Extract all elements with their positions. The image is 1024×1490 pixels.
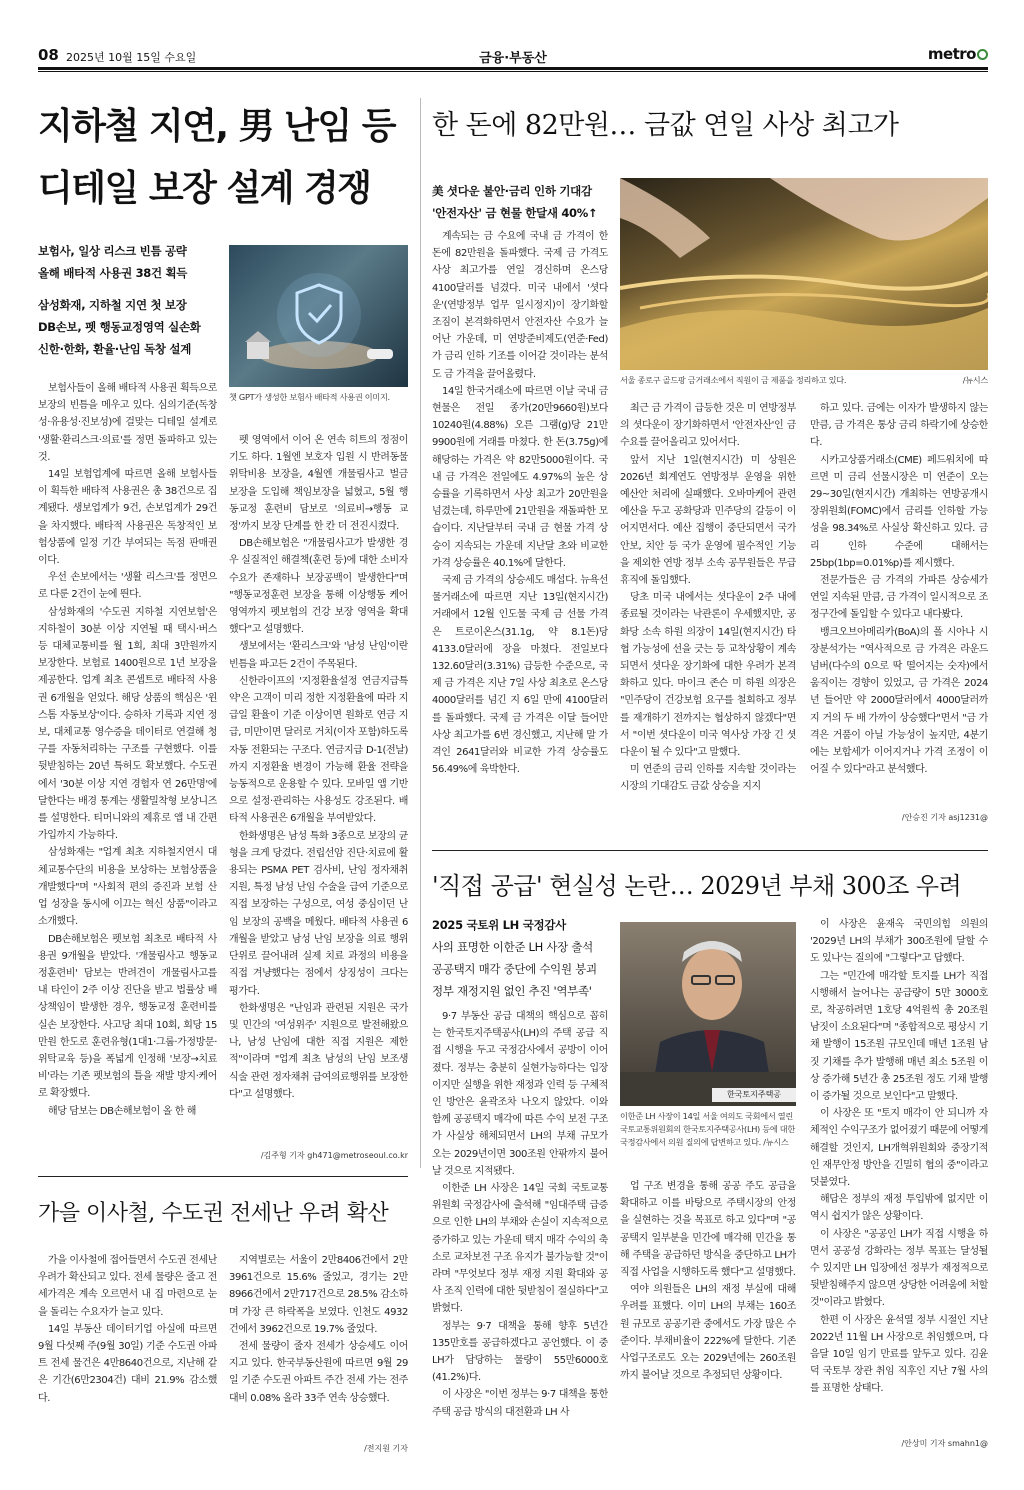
gold-photo — [620, 178, 988, 370]
issue-date: 2025년 10월 15일 수요일 — [66, 51, 197, 64]
section-name: 금융·부동산 — [479, 51, 547, 66]
article3-column-3: 이 사장은 윤재옥 국민의힘 의원의 '2029년 LH의 부채가 300조원에 달할 수도 있나'는 질의에 "그렇다"고 답했다. 그는 "민간에 매각할 토지를 LH가 직접 시행해서 늘어나는 공급량이 5만 3000호로, 착공하려면 1호당 4억원씩 총 20조원 남짓이 소요된다"며 "종합적으로 평상시 기채 발행이 15조원 규모인데 매년 1조원 남짓 기채를 추가 발행해 매년 최소 5조원 이상 증가해 5년간 총 25조원 정도 기채 발행이 증가될 것으로 보인다"고 말했다. 이 사장은 또 "토지 매각이 안 되니까 자체적인 수익구조가 없어졌기 때문에 어떻게 해결할 것인지, LH개혁위원회와 중장기적인 재무안정 방안을 긴밀히 협의 중"이라고 덧붙였다. 해답은 정부의 재정 투입밖에 없지만 이 역시 쉽지가 않은 상황이다. 이 사장은 "공공인 LH가 직접 시행을 하면서 공공성 강화라는 정부 목표는 달성될 수 있지만 LH 입장에선 정부가 재정적으로 뒷받침해주지 않으면 상당한 어려움에 처할 것"이라고 밝혔다. 한편 이 사장은 윤석열 정부 시절인 지난 2022년 11월 LH 사장으로 취임했으며, 다음달 10일 임기 만료를 앞두고 있다. 김윤덕 국토부 장관 취임 직후인 지난 7월 사의를 표명한 상태다. — [810, 919, 988, 1395]
article3-sub-4: 정부 재정지원 없인 추진 '역부족' — [432, 984, 592, 998]
gold-photo-credit: /뉴시스 — [962, 375, 988, 385]
header-rule-thin — [38, 71, 988, 72]
article2-column-3: 하고 있다. 금에는 이자가 발생하지 않는 만큼, 금 가격은 통상 금리 하락기에 상승한다. 시카고상품거래소(CME) 페드워치에 따르면 미 금리 선물시장은 미 연준이 오는 29~30일(현지시간) 개최하는 연방공개시장위원회(FOMC)에서 금리를 인하할 가능성을 98.34%로 사실상 확신하고 있다. 금리 인하 수준에 대해서는 25bp(1bp=0.01%p)를 제시했다. 전문가들은 금 가격의 가파른 상승세가 연일 지속된 만큼, 금 가격이 일시적으로 조정구간에 돌입할 수 있다고 내다봤다. 뱅크오브아메리카(BoA)의 폴 시아나 시장분석가는 "역사적으로 금 가격은 라운드 넘버(다수의 0으로 딱 떨어지는 숫자)에서 움직이는 경향이 있었고, 금 가격은 2024년 들어만 약 2000달러에서 4000달러까지 거의 두 배 가까이 상승했다"면서 "금 가격은 거품이 아닐 가능성이 높지만, 4분기에는 보합세가 이어지거나 가격 조정이 이어질 수 있다"라고 분석했다. — [810, 403, 988, 776]
article1-byline: /김주형 기자 gh471@metroseoul.co.kr — [260, 1151, 408, 1160]
newspaper-logo: metro — [928, 45, 988, 63]
article3-sub-3: 공공택지 매각 중단에 수익원 붕괴 — [432, 962, 597, 976]
article4-column-1: 가을 이사철에 접어들면서 수도권 전세난 우려가 확산되고 있다. 전세 물량은 줄고 전세가격은 계속 오르면서 내 집 마련으로 눈을 돌리는 수요자가 늘고 있다. 14일 부동산 데이터기업 아실에 따르면 9월 다섯째 주(9월 30일) 기준 수도권 아파트 전세 물건은 4만8640건으로, 지난해 같은 기간(6만2304건) 대비 21.9% 감소했다. — [38, 1255, 217, 1404]
article1-sub-2: 올해 배타적 사용권 38건 획득 — [38, 266, 188, 280]
insurance-photo-caption: 챗 GPT가 생성한 보험사 배타적 사용권 이미지. — [229, 392, 390, 402]
article3-byline: /안상미 기자 smahn1@ — [901, 1439, 988, 1448]
article3-sub-1: 2025 국토위 LH 국정감사 — [432, 918, 566, 932]
article4-top-rule — [38, 1176, 408, 1177]
article3-headline: '직접 공급' 현실성 논란… 2029년 부채 300조 우려 — [432, 872, 962, 900]
logo-mark-icon — [977, 49, 988, 60]
article3-column-2: 업 구조 변경을 통해 공공 주도 공급을 확대하고 이를 바탕으로 주택시장의 안정을 실현하는 것을 목표로 하고 있다"며 "공공택지 일부분을 민간에 매각해 민간을 통해 주택을 공급하던 방식을 중단하고 LH가 직접 사업을 시행하도록 했다"고 설명했다. 여야 의원들은 LH의 재정 부실에 대해 우려를 표했다. 이미 LH의 부채는 160조원 규모로 공공기관 중에서도 가장 많은 수준이다. 부채비율이 222%에 달한다. 기존 사업구조로도 오는 2029년에는 260조원까지 불어날 것으로 추정되던 상황이다. — [620, 1181, 796, 1382]
lh-ceo-photo-caption: 이한준 LH 사장이 14일 서울 여의도 국회에서 열린 국토교통위원회의 한국토지주택공사(LH) 등에 대한 국정감사에서 의원 질의에 답변하고 있다. /뉴시스 — [620, 1111, 795, 1147]
article2-sub-1: 美 셧다운 불안·금리 인하 기대감 — [432, 184, 592, 198]
article3-column-1: 9·7 부동산 공급 대책의 핵심으로 꼽히는 한국토지주택공사(LH)의 주택 공급 직접 시행을 두고 국정감사에서 공방이 이어졌다. 정부는 충분히 실현가능하다는 입장이지만 실행을 위한 재정과 인력 등 구체적인 방안은 윤곽조차 나오지 않았다. 이와 함께 공공택지 매각에 따른 수익 보전 구조가 사실상 해체되면서 LH의 부채 규모가 오는 2029년이면 300조원 안팎까지 불어날 것으로 지적됐다. 이한준 LH 사장은 14일 국회 국토교통위원회 국정감사에 출석해 "임대주택 급증으로 인한 LH의 부채와 손실이 지속적으로 증가하고 있는 가운데 택지 매각 수익의 축소로 교차보전 구조 유지가 불가능할 것"이라며 "무엇보다 정부 재정 지원 확대와 공사 조직 인력에 대한 뒷받침이 절실하다"고 밝혔다. 정부는 9·7 대책을 통해 향후 5년간 135만호를 공급하겠다고 공언했다. 이 중 LH가 담당하는 물량이 55만6000호(41.2%)다. 이 사장은 "이번 정부는 9·7 대책을 통한 주택 공급 방식의 대전환과 LH 사 — [432, 1011, 608, 1418]
article4-byline: /전지원 기자 — [364, 1444, 408, 1453]
lh-ceo-photo — [620, 922, 796, 1106]
article4-headline: 가을 이사철, 수도권 전세난 우려 확산 — [38, 1201, 389, 1226]
article2-sub-2: '안전자산' 금 현물 한달새 40%↑ — [432, 206, 598, 220]
article2-bottom-rule — [432, 850, 988, 851]
article1-headline-2: 디테일 보장 설계 경쟁 — [38, 168, 371, 209]
gold-photo-caption: 서울 종로구 골드팡 금거래소에서 직원이 금 제품을 정리하고 있다. — [620, 375, 847, 385]
article1-sub-4: DB손보, 펫 행동교정영역 실손화 — [38, 320, 201, 334]
article1-column-2: 펫 영역에서 이어 온 연속 히트의 정점이기도 하다. 1월엔 보호자 입원 시 반려동물 위탁비용 보장을, 4월엔 개물림사고 벌금 보장을 도입해 책임보장을 넓혔고, 5월 행동교정 훈련비 담보로 '의료비→행동 교정'까지 보장 단계를 한 칸 더 전진시켰다. DB손해보험은 "개물림사고가 발생한 경우 실질적인 해결책(훈련 등)에 대한 소비자 수요가 존재하나 보장공백이 발생한다"며 "행동교정훈련 보장을 통해 이상행동 케어 영역까지 펫보험의 건강 보장 영역을 확대했다"고 설명했다. 생보에서는 '환리스크'와 '남성 난임'이란 빈틈을 파고든 2건이 주목된다. 신한라이프의 '지정환율설정 연금지급특약'은 고객이 미리 정한 지정환율에 따라 지급일 환율이 기준 이상이면 원화로 연금 지급, 미만이면 달러로 거치(이자 포함)하도록 자동 전환되는 구조다. 연금지급 D-1(전날)까지 지정환율 변경이 가능해 환율 전략을 능동적으로 운용할 수 있다. 모바일 앱 기반으로 설정·관리하는 사용성도 강조된다. 배타적 사용권은 6개월을 부여받았다. 한화생명은 남성 특화 3종으로 보장의 균형을 크게 당겼다. 전립선암 진단·치료에 활용되는 PSMA PET 검사비, 난임 정자채취 지원, 특정 남성 난임 수술을 급여 기준으로 직접 보장하는 구성으로, 여성 중심이던 난임 보장의 공백을 메웠다. 배타적 사용권 6개월을 받았고 남성 난임 보장을 의료 행위 단위로 끌어내려 실제 치료 과정의 비용을 직접 겨냥했다는 점에서 상징성이 크다는 평가다. 한화생명은 "난임과 관련된 지원은 국가 및 민간의 '여성위주' 지원으로 발전해왔으나, 남성 난임에 대한 직접 지원은 제한적"이라며 "업계 최초 남성의 난임 보조생식술 관련 정자채취 급여의료행위를 보장한다"고 설명했다. — [229, 435, 408, 1100]
header-rule — [38, 67, 988, 70]
column-divider — [420, 98, 421, 1168]
article1-headline-1: 지하철 지연, 男 난임 등 — [38, 106, 396, 147]
page-number: 08 — [38, 46, 59, 64]
article1-column-1: 보험사들이 올해 배타적 사용권 획득으로 보장의 빈틈을 메우고 있다. 심의기준(독창성·유용성·진보성)에 걸맞는 디테일 설계로 '생활·환리스크·의료'를 정면 돌파하고 있는 것. 14일 보험업계에 따르면 올해 보험사들이 획득한 배타적 사용권은 총 38건으로 집계됐다. 생보업계가 9건, 손보업계가 29건을 차지했다. 배타적 사용권은 독창적인 보험상품에 일정 기간 부여되는 독점 판매권이다. 우선 손보에서는 '생활 리스크'를 정면으로 다룬 2건이 눈에 띈다. 삼성화재의 '수도권 지하철 지연보험'은 지하철이 30분 이상 지연될 때 택시·버스 등 대체교통비를 월 1회, 최대 3만원까지 보장한다. 보험료 1400원으로 1년 보장을 제공한다. 업계 최초 콘셉트로 배타적 사용권 6개월을 얻었다. 해당 상품의 핵심은 '윈스톰 자동보상'이다. 승하차 기록과 지연 정보, 대체교통 영수증을 데이터로 연결해 청구를 자동처리하는 구조를 구현했다. 이를 뒷받침하는 20년 특허도 확보했다. 수도권에서 '30분 이상 지연 경험자 연 26만명'에 달한다는 배경 통계는 생활밀착형 보상니즈를 설명한다. 티머니와의 제휴로 앱 내 간편 가입까지 가능하다. 삼성화재는 "업계 최초 지하철지연시 대체교통수단의 비용을 보상하는 보험상품을 개발했다"며 "사회적 편의 증진과 보험 산업 성장을 동시에 이끄는 혁신 상품"이라고 소개했다. DB손해보험은 펫보험 최초로 배타적 사용권 9개월을 받았다. '개물림사고 행동교정훈련비' 담보는 반려견이 개물림사고를 내 타인이 2주 이상 진단을 받고 법률상 배상책임이 발생한 경우, 행동교정 훈련비를 실손 보장한다. 사고당 최대 10회, 회당 15만원 한도로 훈련유형(1대1·그룹·가정방문·위탁교육 등)을 폭넓게 인정해 '보장→치료비'라는 기존 펫보험의 틀을 재발 방지·케어로 확장했다. 해당 담보는 DB손해보험이 올 한 해 — [38, 383, 217, 1117]
article1-sub-3: 삼성화재, 지하철 지연 첫 보장 — [38, 298, 187, 312]
article2-headline: 한 돈에 82만원… 금값 연일 사상 최고가 — [432, 110, 899, 141]
article4-column-2: 지역별로는 서울이 2만8406건에서 2만3961건으로 15.6% 줄었고, 경기는 2만8966건에서 2만717건으로 28.5% 감소하며 가장 큰 하락폭을 보였다. 인천도 4932건에서 3962건으로 19.7% 줄었다. 전세 물량이 줄자 전세가 상승세도 이어지고 있다. 한국부동산원에 따르면 9월 29일 기준 수도권 아파트 주간 전세 가는 전주 대비 0.08% 올라 33주 연속 상승했다. — [229, 1255, 408, 1404]
insurance-photo — [229, 245, 408, 387]
article2-byline: /안승진 기자 asj1231@ — [901, 813, 988, 822]
article1-sub-5: 신한·한화, 환율·난임 독창 설계 — [38, 342, 192, 356]
page-header — [38, 40, 988, 70]
nameplate: 한국토지주택공 — [712, 1088, 796, 1102]
shield-icon — [229, 245, 408, 387]
article2-column-1: 계속되는 금 수요에 국내 금 가격이 한 돈에 82만원을 돌파했다. 국제 금 가격도 사상 최고가를 연일 경신하며 온스당 4100달러를 넘겼다. 미국 내에서 '셧다운'(연방정부 업무 일시정지)이 장기화할 조짐이 본격화하면서 안전자산 수요가 늘어난 가운데, 미 연방준비제도(연준·Fed)가 금리 인하 기조를 이어갈 것이라는 분석도 금 가격을 끌어올렸다. 14일 한국거래소에 따르면 이날 국내 금 현물은 전일 종가(20만9660원)보다 10240원(4.88%) 오른 그램(g)당 21만 9900원에 거래를 마쳤다. 한 돈(3.75g)에 해당하는 가격은 약 82만5000원이다. 국내 금 가격은 전일에도 4.97%의 높은 상승률을 기록하면서 사상 최고가 20만원을 넘겼는데, 하루만에 21만원을 재돌파한 모습이다. 지난달부터 국내 금 현물 가격 상승이 지속되는 가운데 지난달 초와 비교한 가격 상승률은 40.1%에 달한다. 국제 금 가격의 상승세도 매섭다. 뉴욕선물거래소에 따르면 지난 13일(현지시간) 거래에서 12월 인도물 국제 금 선물 가격은 트로이온스(31.1g, 약 8.1돈)당 4133.0달러에 장을 마쳤다. 전일보다 132.60달러(3.31%) 급등한 수준으로, 국제 금 가격은 지난 7일 사상 최초로 온스당 4000달러를 넘긴 지 6일 만에 4100달러를 돌파했다. 국제 금 가격은 이달 들어만 사상 최고가를 6번 경신했고, 지난해 말 가격인 2641달러와 비교한 가격 상승률도 56.49%에 육박한다. — [432, 231, 608, 776]
article2-column-2: 최근 금 가격이 급등한 것은 미 연방정부의 셧다운이 장기화하면서 '안전자산'인 금 수요를 끌어올리고 있어서다. 앞서 지난 1일(현지시간) 미 상원은 2026년 회계연도 연방정부 운영을 위한 예산안 처리에 실패했다. 오바마케어 관련 예산을 두고 공화당과 민주당의 갈등이 이어지면서다. 예산 집행이 중단되면서 국가 안보, 치안 등 국가 운영에 필수적인 기능을 제외한 연방 정부 소속 공무원들은 무급 휴직에 돌입했다. 당초 미국 내에서는 셧다운이 2주 내에 종료될 것이라는 낙관론이 우세했지만, 공화당 소속 하원 의장이 14일(현지시간) 타협 가능성에 선을 긋는 등 교착상황이 계속되면서 셧다운 장기화에 대한 우려가 본격화하고 있다. 마이크 존슨 미 하원 의장은 "민주당이 건강보험 요구를 철회하고 정부를 재개하기 전까지는 협상하지 않겠다"면서 "이번 셧다운이 미국 역사상 가장 긴 셧다운이 될 수 있다"고 말했다. 미 연준의 금리 인하를 지속할 것이라는 시장의 기대감도 금값 상승을 지지 — [620, 403, 796, 793]
article1-sub-1: 보험사, 일상 리스크 빈틈 공략 — [38, 244, 187, 258]
article3-sub-2: 사의 표명한 이한준 LH 사장 출석 — [432, 940, 593, 954]
